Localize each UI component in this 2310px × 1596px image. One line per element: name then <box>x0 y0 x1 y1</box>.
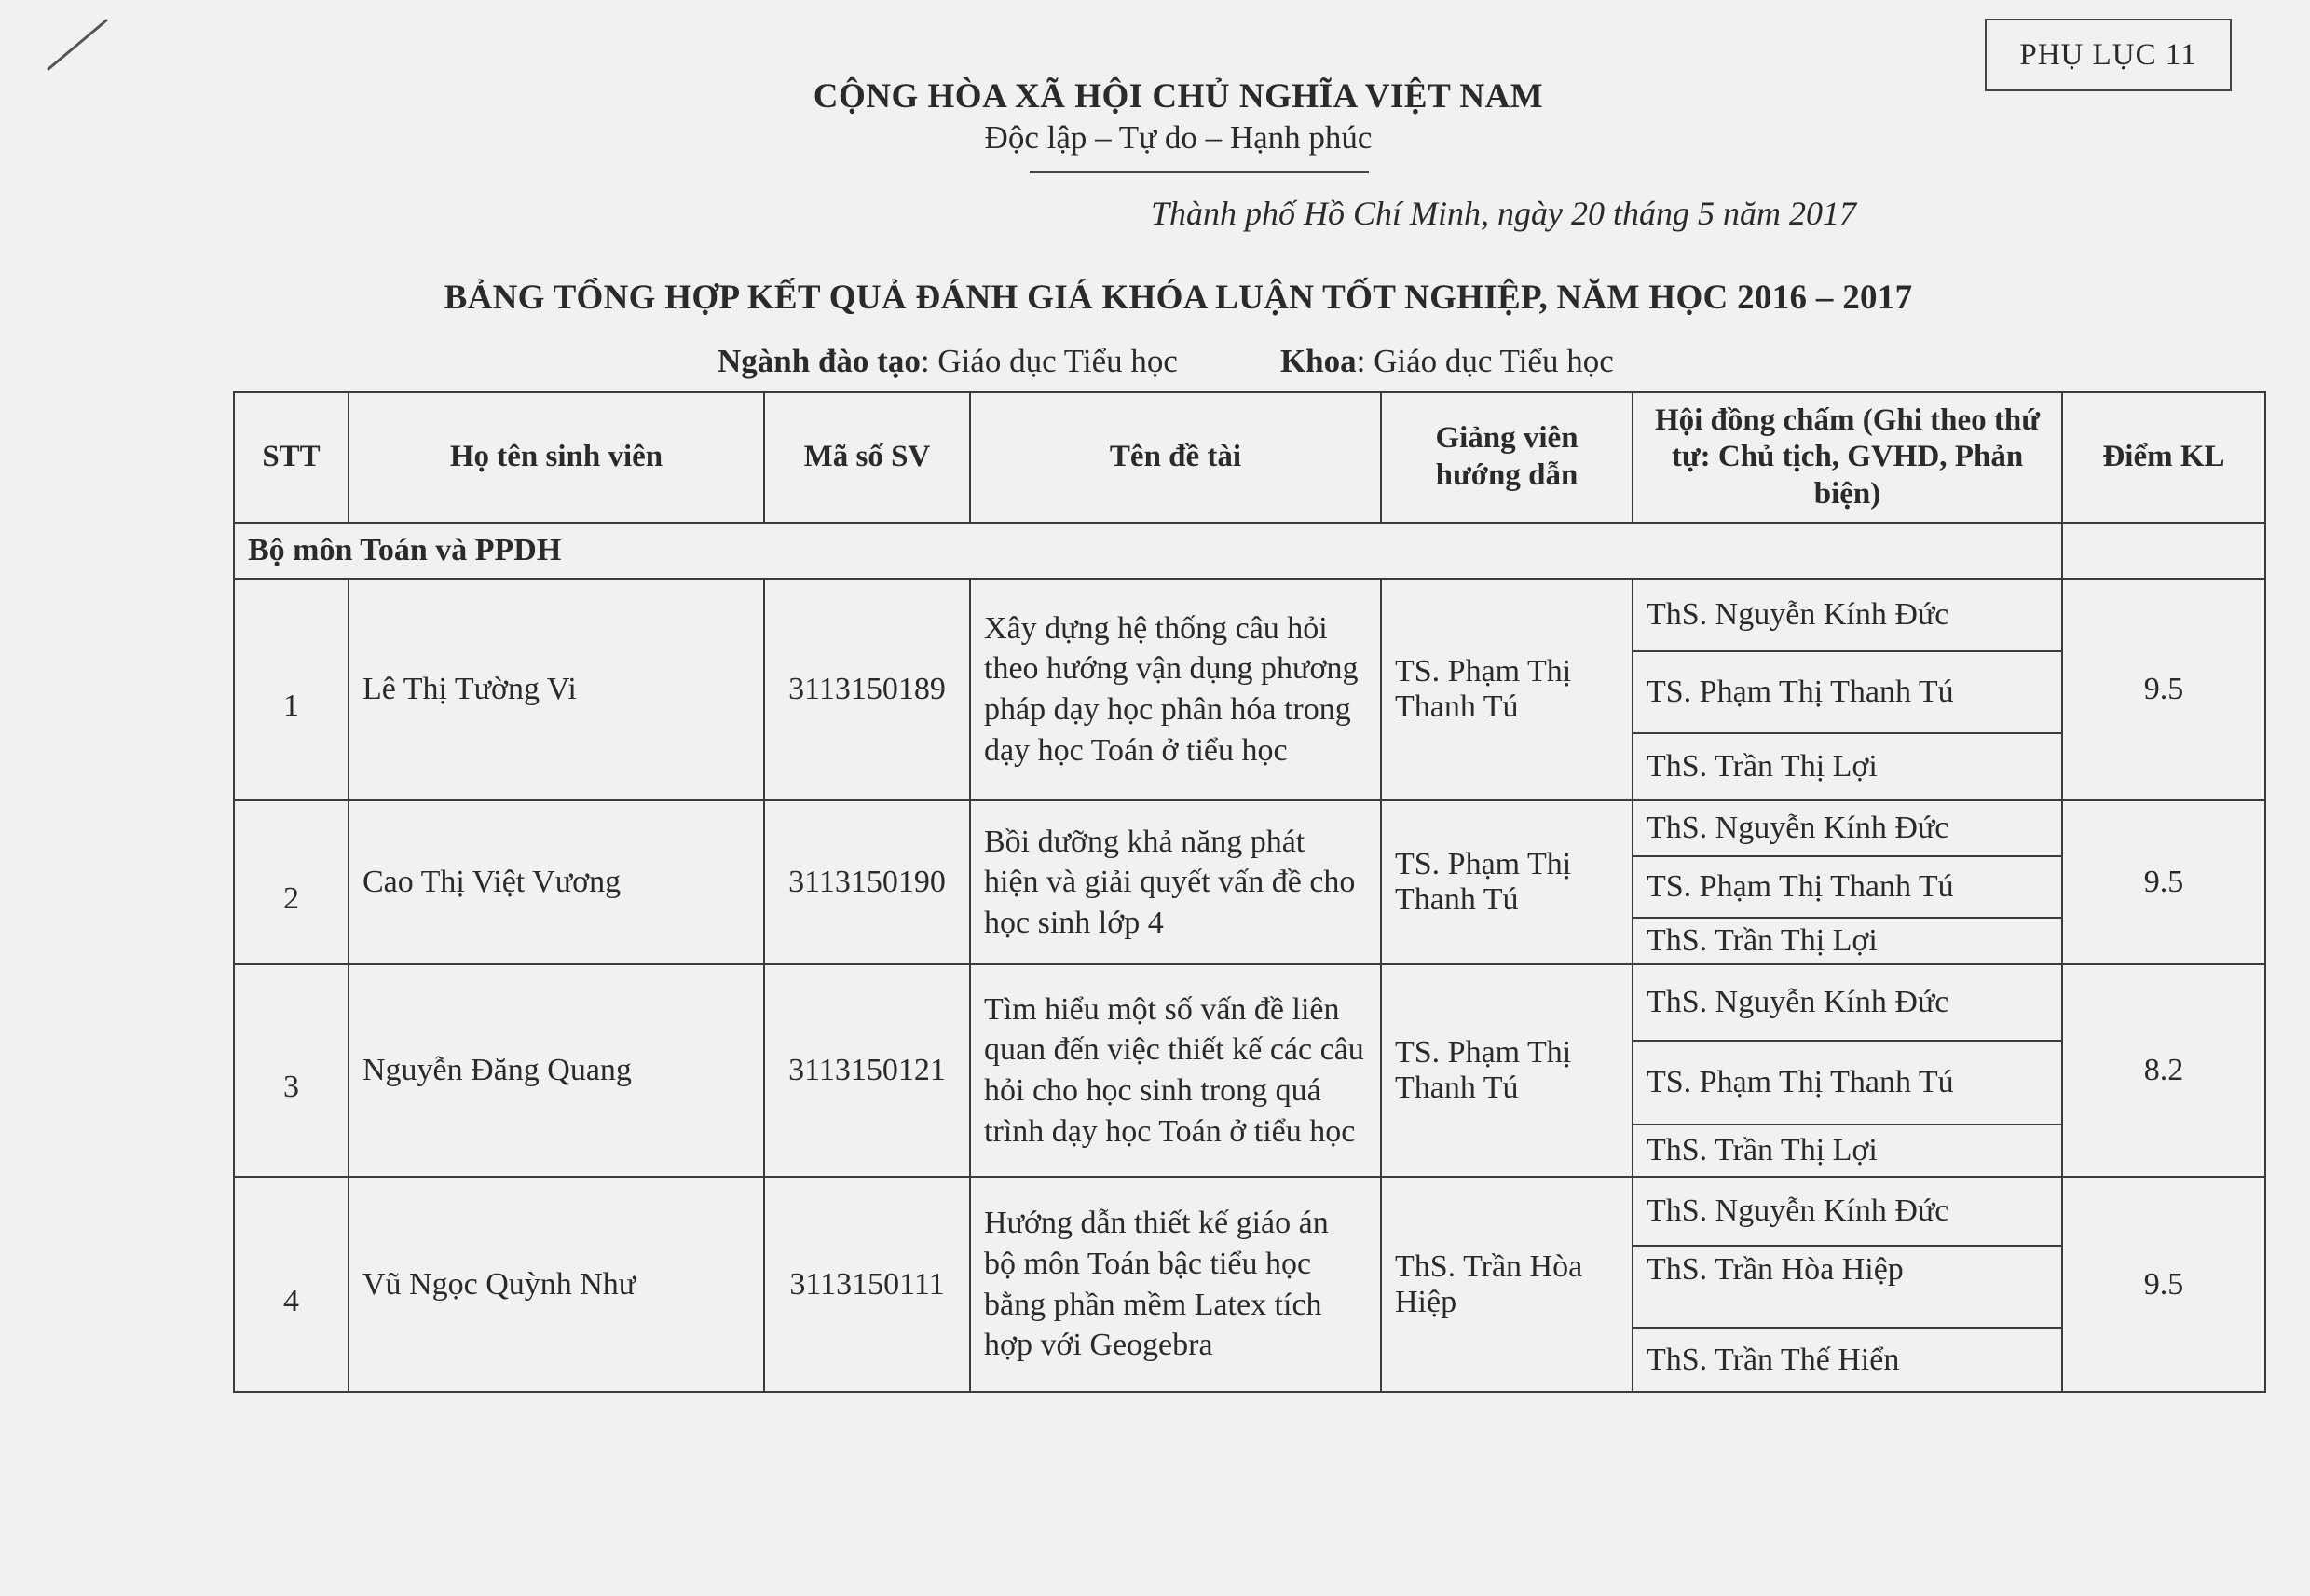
section-score-empty <box>2062 523 2265 579</box>
committee-advisor-cell: TS. Phạm Thị Thanh Tú <box>1633 1041 2062 1125</box>
results-table <box>233 391 2266 1393</box>
student-id-cell: 3113150189 <box>764 579 970 800</box>
faculty-label: Khoa <box>1279 343 1357 379</box>
committee-chair-cell: ThS. Nguyễn Kính Đức <box>1633 964 2062 1041</box>
score-cell: 9.5 <box>2062 579 2265 800</box>
advisor-cell: TS. Phạm Thị Thanh Tú <box>1381 964 1633 1177</box>
student-id-cell: 3113150190 <box>764 800 970 964</box>
dateline: Thành phố Hồ Chí Minh, ngày 20 tháng 5 năm 2017 <box>1151 195 1857 232</box>
committee-chair-cell: ThS. Nguyễn Kính Đức <box>1633 1177 2062 1246</box>
student-name-cell: Cao Thị Việt Vương <box>349 800 764 964</box>
student-id-cell: 3113150111 <box>764 1177 970 1392</box>
major-label: Ngành đào tạo <box>718 343 921 379</box>
committee-advisor-cell: TS. Phạm Thị Thanh Tú <box>1633 651 2062 733</box>
score-cell: 9.5 <box>2062 1177 2265 1392</box>
topic-cell: Bồi dưỡng khả năng phát hiện và giải quyết vấn đề cho học sinh lớp 4 <box>970 800 1381 964</box>
annex-label: PHỤ LỤC 11 <box>1985 19 2232 91</box>
header-score: Điểm KL <box>2062 392 2265 523</box>
committee-reviewer-cell: ThS. Trần Thị Lợi <box>1633 733 2062 800</box>
header-stt: STT <box>234 392 349 523</box>
committee-advisor-cell: TS. Phạm Thị Thanh Tú <box>1633 856 2062 918</box>
header-student-id: Mã số SV <box>764 392 970 523</box>
topic-cell: Tìm hiểu một số vấn đề liên quan đến việc thiết kế các câu hỏi cho học sinh trong quá trình dạy học Toán ở tiểu học <box>970 964 1381 1177</box>
section-label: Bộ môn Toán và PPDH <box>234 523 2062 579</box>
table-row <box>234 1177 2265 1246</box>
table-row <box>234 800 2265 856</box>
advisor-cell: TS. Phạm Thị Thanh Tú <box>1381 800 1633 964</box>
stt-cell: 2 <box>234 800 349 964</box>
score-cell: 8.2 <box>2062 964 2265 1177</box>
pen-stroke-mark <box>45 17 119 73</box>
header-topic: Tên đề tài <box>970 392 1381 523</box>
student-name-cell: Nguyễn Đăng Quang <box>349 964 764 1177</box>
committee-reviewer-cell: ThS. Trần Thị Lợi <box>1633 1125 2062 1177</box>
committee-chair-cell: ThS. Nguyễn Kính Đức <box>1633 800 2062 856</box>
topic-cell: Xây dựng hệ thống câu hỏi theo hướng vận dụng phương pháp dạy học phân hóa trong dạy học Toán ở tiểu học <box>970 579 1381 800</box>
header-committee: Hội đồng chấm (Ghi theo thứ tự: Chủ tịch, GVHD, Phản biện) <box>1633 392 2062 523</box>
score-cell: 9.5 <box>2062 800 2265 964</box>
committee-reviewer-cell: ThS. Trần Thị Lợi <box>1633 918 2062 964</box>
student-name-cell: Vũ Ngọc Quỳnh Như <box>349 1177 764 1392</box>
major-value: : Giáo dục Tiểu học <box>920 343 1178 379</box>
stt-cell: 4 <box>234 1177 349 1392</box>
faculty-value: : Giáo dục Tiểu học <box>1356 343 1614 379</box>
student-id-cell: 3113150121 <box>764 964 970 1177</box>
committee-advisor-cell: ThS. Trần Hòa Hiệp <box>1633 1246 2062 1328</box>
subtitle-line <box>718 343 1614 380</box>
table-header-row <box>234 392 2265 523</box>
advisor-cell: ThS. Trần Hòa Hiệp <box>1381 1177 1633 1392</box>
student-name-cell: Lê Thị Tường Vi <box>349 579 764 800</box>
advisor-cell: TS. Phạm Thị Thanh Tú <box>1381 579 1633 800</box>
topic-cell: Hướng dẫn thiết kế giáo án bộ môn Toán bậc tiểu học bằng phần mềm Latex tích hợp với Geogebra <box>970 1177 1381 1392</box>
header-advisor: Giảng viên hướng dẫn <box>1381 392 1633 523</box>
section-row <box>234 523 2265 579</box>
document-title: BẢNG TỔNG HỢP KẾT QUẢ ĐÁNH GIÁ KHÓA LUẬN TỐT NGHIỆP, NĂM HỌC 2016 – 2017 <box>444 279 1913 317</box>
stt-cell: 1 <box>234 579 349 800</box>
table-row <box>234 579 2265 651</box>
nation-heading: CỘNG HÒA XÃ HỘI CHỦ NGHĨA VIỆT NAM <box>813 77 1544 116</box>
committee-reviewer-cell: ThS. Trần Thế Hiển <box>1633 1328 2062 1392</box>
header-name: Họ tên sinh viên <box>349 392 764 523</box>
stt-cell: 3 <box>234 964 349 1177</box>
motto-underline <box>1030 171 1369 173</box>
committee-chair-cell: ThS. Nguyễn Kính Đức <box>1633 579 2062 651</box>
table-row <box>234 964 2265 1041</box>
national-motto: Độc lập – Tự do – Hạnh phúc <box>984 119 1373 156</box>
